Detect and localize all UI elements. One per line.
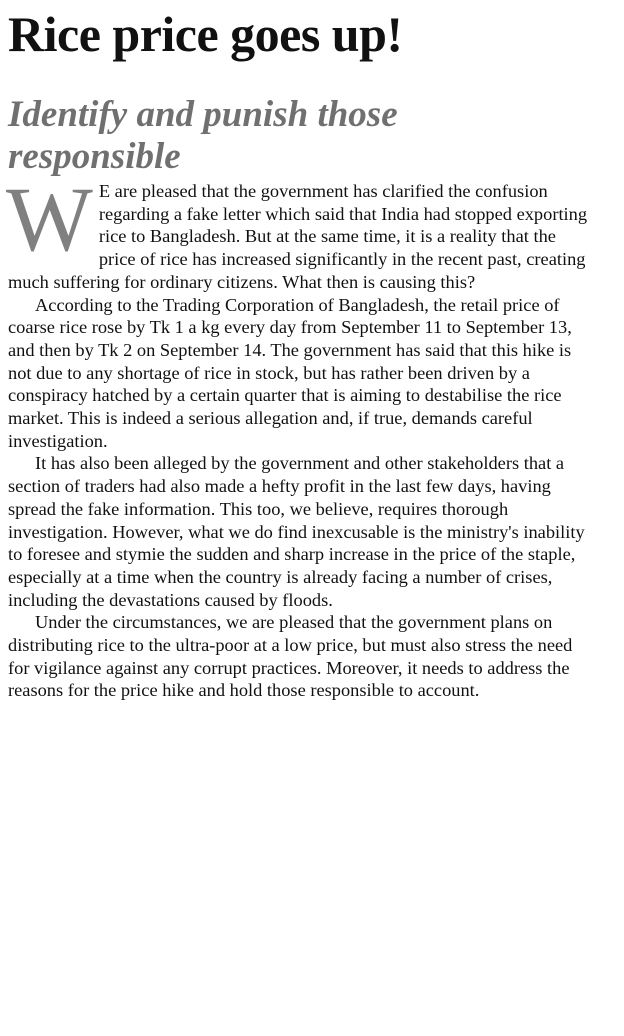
headline: Rice price goes up! <box>8 6 403 62</box>
editorial-article <box>8 6 596 702</box>
paragraph-2: According to the Trading Corporation of Bangladesh, the retail price of coarse rice rose by Tk 1 a kg every day from September 11 to September 13, and then by Tk 2 on September 14. The government has said that this hike is not due to any shortage of rice in stock, but has rather been driven by a conspiracy hatched by a certain quarter that is aiming to destabilise the rice market. This is indeed a serious allegation and, if true, demands careful investigation. <box>8 294 572 451</box>
subheadline: Identify and punish those responsible <box>8 94 398 177</box>
drop-cap: W <box>6 168 93 270</box>
lead-paragraph-text: E are pleased that the government has clarified the confusion regarding a fake letter which said that India had stopped exporting rice to Bangladesh. But at the same time, it is a reality that the price of rice has increased significantly in the recent past, creating much suffering for ordinary citizens. What then is causing this? <box>8 181 588 292</box>
lead-paragraph <box>6 168 596 294</box>
paragraph-3: It has also been alleged by the government and other stakeholders that a section of traders had also made a hefty profit in the last few days, having spread the fake information. This too, we believe, requires thorough investigation. However, what we do find inexcusable is the ministry's inability to foresee and stymie the sudden and sharp increase in the price of the staple, especially at a time when the country is already facing a number of crises, including the devastations caused by floods. <box>8 453 585 610</box>
article-body <box>6 168 596 702</box>
paragraph-4: Under the circumstances, we are pleased that the government plans on distributing rice to the ultra-poor at a low price, but must also stress the need for vigilance against any corrupt practices. Moreover, it needs to address the reasons for the price hike and hold those responsible to account. <box>8 612 573 701</box>
